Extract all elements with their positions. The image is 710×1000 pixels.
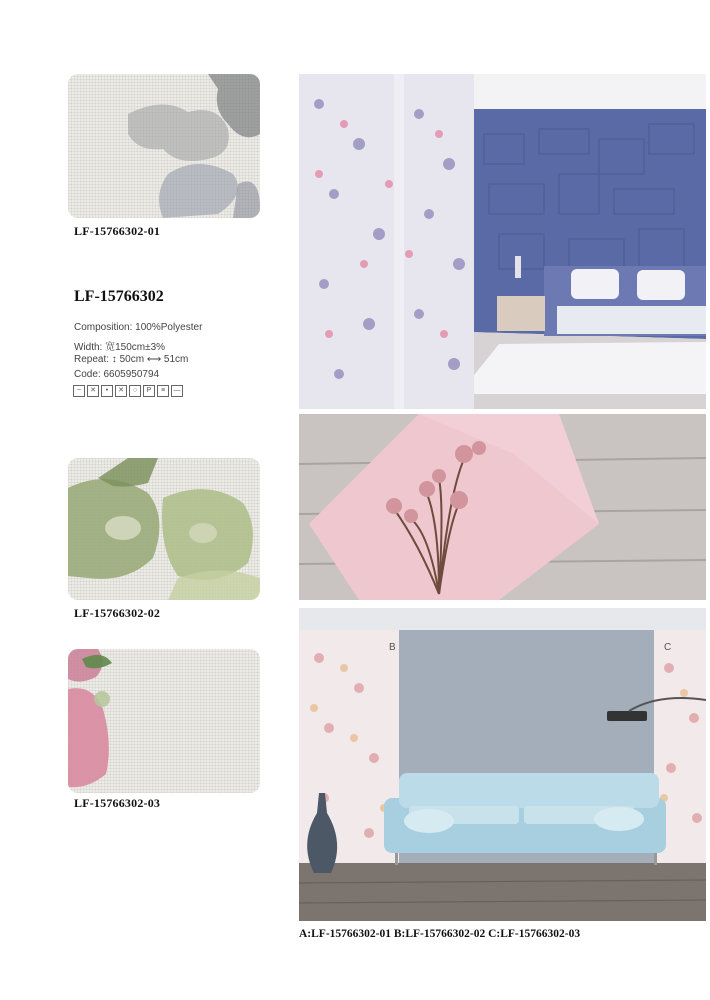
living-room-photo bbox=[299, 608, 706, 921]
napkin-roses-photo bbox=[299, 414, 706, 600]
composition-text: Composition: 100%Polyester bbox=[74, 322, 203, 333]
swatch-01 bbox=[68, 74, 260, 218]
bedroom-photo bbox=[299, 74, 706, 409]
swatch-02-label: LF-15766302-02 bbox=[74, 606, 161, 620]
green-floral-pattern bbox=[68, 458, 260, 600]
code-text: Code: 6605950794 bbox=[74, 369, 160, 380]
swatch-03 bbox=[68, 649, 260, 793]
dry-icon: ○ bbox=[129, 385, 141, 397]
product-title: LF-15766302 bbox=[74, 288, 164, 305]
care-icons bbox=[73, 385, 183, 397]
dry-clean-icon: P bbox=[143, 385, 155, 397]
swatch-02 bbox=[68, 458, 260, 600]
footer-caption: A:LF-15766302-01 B:LF-15766302-02 C:LF-15766302-03 bbox=[299, 928, 581, 940]
curtain-b-marker: B bbox=[389, 642, 396, 653]
pink-floral-pattern bbox=[68, 649, 260, 793]
wash-icon: ~ bbox=[73, 385, 85, 397]
curtain-c-marker: C bbox=[664, 642, 672, 653]
swatch-03-label: LF-15766302-03 bbox=[74, 796, 161, 810]
swatch-01-label: LF-15766302-01 bbox=[74, 224, 161, 238]
grey-watercolor-pattern bbox=[68, 74, 260, 218]
shade-icon: ≡ bbox=[157, 385, 169, 397]
flat-dry-icon: — bbox=[171, 385, 183, 397]
width-text: Width: 宽150cm±3% bbox=[74, 342, 166, 353]
repeat-text: Repeat: ↕ 50cm ⟷ 51cm bbox=[74, 354, 189, 365]
no-bleach-icon: ✕ bbox=[87, 385, 99, 397]
no-tumble-icon: ✕ bbox=[115, 385, 127, 397]
iron-icon: • bbox=[101, 385, 113, 397]
